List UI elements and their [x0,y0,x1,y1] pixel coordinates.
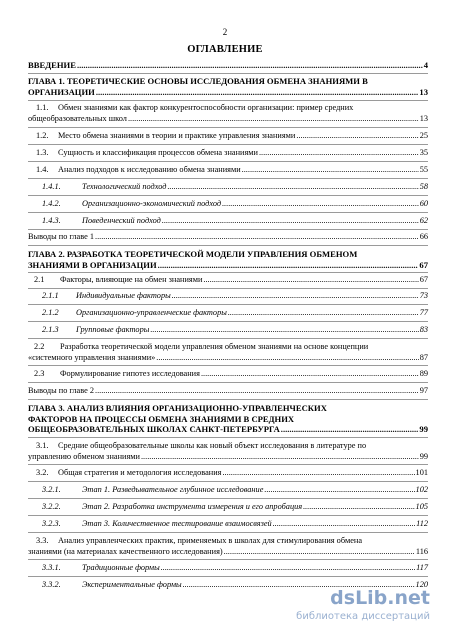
leader-dots [128,114,419,125]
divider [28,321,428,322]
leader-dots [296,131,418,142]
leader-dots [203,275,418,286]
entry-page: 101 [415,468,428,477]
entry-page: 66 [419,232,428,241]
toc-entry-conclusion-1[interactable] [28,232,428,243]
toc-entry-chapter-1[interactable] [28,76,428,97]
toc-entry-chapter-3[interactable] [28,403,428,435]
entry-text: Этап 2. Разработка инструмента измерения и его апробация [82,502,303,511]
entry-page: 120 [415,580,428,589]
entry-page: 87 [419,352,428,362]
entry-text: Разработка теоретической модели управления обменом знаниями на основе концепции [60,342,369,351]
entry-number: 1.4.3. [42,216,61,225]
toc-entry-3-3[interactable] [28,536,428,557]
entry-text: Технологический подход [82,182,167,191]
toc-entry-2-1[interactable] [28,275,428,286]
entry-text: Традиционные формы [82,563,160,572]
toc-entry-2-2[interactable] [28,342,428,363]
divider [28,195,428,196]
leader-dots [228,308,419,319]
leader-dots [95,232,419,243]
entry-text: ЗНАНИЯМИ В ОРГАНИЗАЦИИ [28,259,157,270]
entry-number: 2.1.2 [42,308,59,317]
divider [28,576,428,577]
leader-dots [201,369,419,380]
toc-entry-chapter-2[interactable] [28,249,428,270]
toc-entry-1-2[interactable] [28,131,428,142]
entry-text: Экспериментальные формы [82,580,182,589]
entry-text: Индивидуальные факторы [76,291,171,300]
divider [28,127,428,128]
leader-dots [77,60,423,71]
leader-dots [273,519,415,530]
entry-page: 105 [415,502,428,511]
entry-page: 67 [419,259,428,270]
toc-title: ОГЛАВЛЕНИЕ [187,44,263,55]
toc-entry-introduction[interactable] [28,60,428,71]
entry-page: 89 [419,369,428,378]
entry-page: 99 [419,451,428,461]
entry-text: Организационно-экономический подход [82,199,222,208]
leader-dots [156,353,418,364]
divider [28,532,428,533]
entry-page: 99 [419,424,428,434]
entry-number: 1.4. [36,165,49,174]
leader-dots [167,182,418,193]
entry-number: 2.1.3 [42,325,59,334]
entry-page: 60 [419,199,428,208]
entry-text: Средние общеобразовательные школы как новый объект исследования в литературе по [58,441,367,450]
entry-number: 3.2.2. [42,502,61,511]
entry-text: ОРГАНИЗАЦИИ [28,86,95,97]
entry-text: управлению обменом знаниями [28,451,140,461]
entry-text: ГЛАВА 3. АНАЛИЗ ВЛИЯНИЯ ОРГАНИЗАЦИОННО-УПРАВЛЕНЧЕСКИХ [28,403,327,413]
entry-page: 4 [423,60,428,70]
leader-dots [222,468,414,479]
divider [28,272,428,273]
entry-page: 116 [415,546,428,556]
watermark-subtitle: библиотека диссертаций [296,611,430,622]
entry-text: ВВЕДЕНИЕ [28,60,76,70]
toc-entry-3-2-3[interactable] [28,519,428,530]
entry-page: 62 [419,216,428,225]
entry-text: Поведенческий подход [82,216,161,225]
entry-number: 1.4.1. [42,182,61,191]
toc-entry-1-4-2[interactable] [28,199,428,210]
entry-text: «системного управления знаниями» [28,352,156,362]
entry-text: ОБЩЕОБРАЗОВАТЕЛЬНЫХ ШКОЛАХ САНКТ-ПЕТЕРБУРГА [28,424,280,434]
divider [28,161,428,162]
divider [28,498,428,499]
divider [28,212,428,213]
entry-text: Выводы по главе 1 [28,232,94,241]
leader-dots [172,291,419,302]
entry-page: 13 [419,86,428,97]
entry-text: ГЛАВА 1. ТЕОРЕТИЧЕСКИЕ ОСНОВЫ ИССЛЕДОВАНИЯ ОБМЕНА ЗНАНИЯМИ В [28,76,368,86]
divider [28,437,428,438]
entry-text: ФАКТОРОВ НА ПРОЦЕССЫ ОБМЕНА ЗНАНИЯМИ В СРЕДНИХ [28,413,295,424]
entry-text: общеобразовательных школ [28,113,127,123]
leader-dots [259,148,419,159]
entry-page: 102 [415,485,428,494]
leader-dots [264,485,414,496]
entry-text: Формулирование гипотез исследования [60,369,200,378]
toc-entry-3-1[interactable] [28,441,428,462]
toc-entry-1-4-3[interactable] [28,216,428,227]
entry-number: 1.1. [36,103,49,112]
divider [28,559,428,560]
entry-text: Общая стратегия и методология исследования [58,468,222,477]
leader-dots [303,502,414,513]
leader-dots [158,260,419,271]
leader-dots [281,424,419,435]
entry-number: 1.2. [36,131,49,140]
toc-entry-3-3-1[interactable] [28,563,428,574]
leader-dots [242,165,419,176]
divider [28,382,428,383]
entry-page: 58 [419,182,428,191]
toc-entry-3-2-1[interactable] [28,485,428,496]
toc-entry-1-4[interactable] [28,165,428,176]
entry-text: Анализ управленческих практик, применяемых в школах для стимулирования обмена [58,536,363,545]
entry-page: 117 [416,563,428,572]
divider [28,338,428,339]
entry-number: 2.3 [34,369,45,378]
divider [28,481,428,482]
entry-number: 3.3. [36,536,49,545]
divider [28,464,428,465]
toc-entry-3-2[interactable] [28,468,428,479]
entry-number: 3.2.1. [42,485,61,494]
entry-page: 25 [419,131,428,140]
entry-text: знаниями (на материалах качественного исследования) [28,546,223,556]
entry-page: 67 [419,275,428,284]
entry-text: Сущность и классификация процессов обмена знаниями [58,148,258,157]
toc-entry-1-3[interactable] [28,148,428,159]
divider [28,229,428,230]
leader-dots [222,199,419,210]
leader-dots [150,325,418,336]
entry-number: 2.1 [34,275,45,284]
toc-entry-1-4-1[interactable] [28,182,428,193]
entry-text: Обмен знаниями как фактор конкурентоспособности организации: пример средних [58,103,354,112]
entry-page: 35 [419,148,428,157]
entry-text: Факторы, влияющие на обмен знаниями [60,275,203,284]
entry-text: Этап 1. Разведывательное глубинное исследование [82,485,264,494]
divider [28,178,428,179]
entry-text: Организационно-управленческие факторы [76,308,227,317]
leader-dots [96,87,419,98]
entry-page: 77 [419,308,428,317]
toc-entry-2-1-2[interactable] [28,308,428,319]
entry-page: 97 [419,386,428,395]
entry-page: 13 [419,113,428,123]
leader-dots [224,547,415,558]
entry-number: 3.2.3. [42,519,61,528]
leader-dots [161,563,415,574]
entry-number: 3.2. [36,468,49,477]
entry-text: ГЛАВА 2. РАЗРАБОТКА ТЕОРЕТИЧЕСКОЙ МОДЕЛИ УПРАВЛЕНИЯ ОБМЕНОМ [28,249,358,259]
entry-text: Анализ подходов к исследованию обмена знаниями [58,165,241,174]
entry-text: Выводы по главе 2 [28,386,94,395]
entry-number: 3.3.1. [42,563,61,572]
divider [28,100,428,101]
toc-entry-2-3[interactable] [28,369,428,380]
entry-page: 112 [416,519,428,528]
entry-number: 3.1. [36,441,49,450]
toc-entry-2-1-3[interactable] [28,325,428,336]
entry-number: 2.1.1 [42,291,59,300]
leader-dots [141,452,419,463]
watermark-logo: dsLib.net [330,587,430,609]
divider [28,515,428,516]
divider [28,399,428,400]
divider [28,144,428,145]
entry-text: Групповые факторы [76,325,150,334]
toc-entry-conclusion-2[interactable] [28,386,428,397]
divider [28,304,428,305]
entry-number: 2.2 [34,342,45,351]
divider [28,73,428,74]
entry-page: 55 [419,165,428,174]
entry-page: 73 [419,291,428,300]
entry-page: 83 [419,325,428,334]
entry-text: Место обмена знаниями в теории и практике управления знаниями [58,131,296,140]
entry-text: Этап 3. Количественное тестирование взаимосвязей [82,519,272,528]
entry-number: 1.4.2. [42,199,61,208]
entry-number: 1.3. [36,148,49,157]
watermark [288,587,438,627]
divider [28,288,428,289]
leader-dots [162,216,419,227]
toc-entry-1-1[interactable] [28,103,428,124]
page-number: 2 [222,27,228,37]
toc-entry-2-1-1[interactable] [28,291,428,302]
leader-dots [95,386,419,397]
divider [28,245,428,246]
divider [28,365,428,366]
entry-number: 3.3.2. [42,580,61,589]
toc-entry-3-2-2[interactable] [28,502,428,513]
